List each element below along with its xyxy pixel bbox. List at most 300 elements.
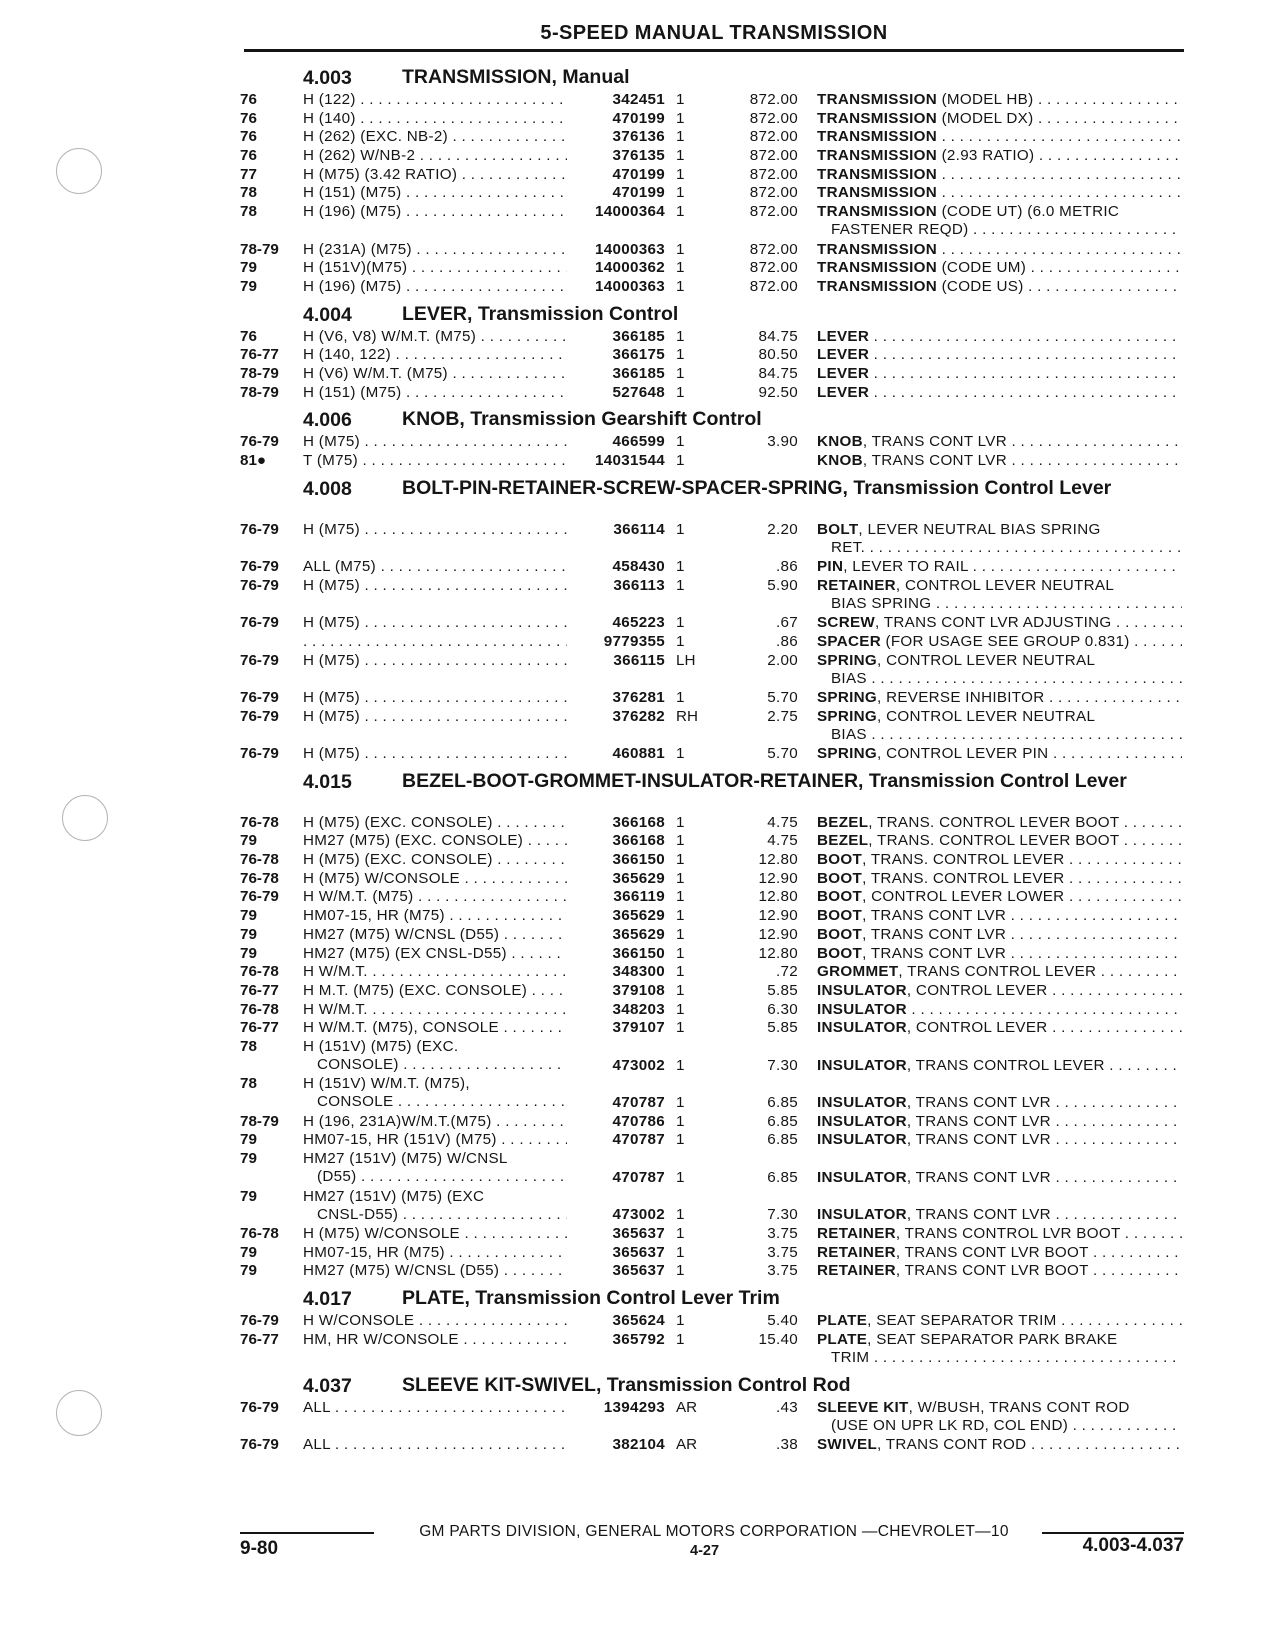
description-keyword: INSULATOR: [817, 1168, 907, 1186]
description-line: [817, 1399, 1182, 1417]
description-line: [817, 1436, 1182, 1454]
part-number: 376281: [612, 688, 665, 706]
quantity: 1: [676, 1056, 685, 1074]
list-price: 6.85: [767, 1094, 798, 1112]
page-title: 5-SPEED MANUAL TRANSMISSION: [540, 22, 888, 44]
table-row: [0, 1001, 1280, 1020]
part-number: 376282: [612, 707, 665, 725]
quantity: 1: [676, 346, 685, 364]
application: [303, 870, 567, 888]
description-line: [817, 1225, 1182, 1243]
description: [817, 1113, 1182, 1131]
model-year: 76-79: [240, 651, 279, 669]
part-number: 366175: [612, 346, 665, 364]
table-row: [0, 982, 1280, 1001]
description: [817, 814, 1182, 832]
table-row: [0, 689, 1280, 708]
description: [817, 1331, 1182, 1367]
description-text: , TRANS CONT LVR: [906, 1206, 1051, 1224]
table-row: [0, 1225, 1280, 1244]
list-price: 872.00: [749, 128, 798, 146]
model-year: 77: [240, 165, 257, 183]
description-keyword: INSULATOR: [817, 1019, 907, 1037]
application: [303, 147, 567, 165]
application: [303, 384, 567, 402]
quantity: 1: [676, 907, 685, 925]
description-line: [817, 945, 1182, 963]
application-line: H (151V)(M75) . . .: [303, 259, 567, 277]
description-line: [817, 982, 1182, 1000]
application: [303, 110, 567, 128]
table-row: [0, 1244, 1280, 1263]
description-line: [817, 1206, 1182, 1224]
application-line: H W/M.T. (M75), CONSOLE . . .: [303, 1019, 567, 1037]
model-year: 79: [240, 259, 257, 277]
quantity: RH: [676, 707, 698, 725]
application-line: ALL . . .: [303, 1399, 567, 1417]
quantity: 1: [676, 1262, 685, 1280]
section-number: 4.037: [303, 1375, 352, 1398]
section-name: SLEEVE KIT-SWIVEL, Transmission Control Rod: [402, 1374, 851, 1397]
model-year: 81●: [240, 452, 267, 470]
quantity: 1: [676, 1019, 685, 1037]
description-line: [817, 1331, 1182, 1349]
table-row: [0, 963, 1280, 982]
part-number: 366150: [612, 944, 665, 962]
quantity: AR: [676, 1399, 698, 1417]
application-line: H W/M.T. . . .: [303, 963, 567, 981]
application-line: H M.T. (M75) (EXC. CONSOLE) . . .: [303, 982, 567, 1000]
description-keyword: BOOT: [817, 944, 863, 962]
description: [817, 1262, 1182, 1280]
description-text: (MODEL HB): [937, 91, 1034, 108]
description-keyword: SLEEVE KIT: [817, 1399, 909, 1417]
description: [817, 147, 1182, 165]
application: [303, 577, 567, 595]
table-row: [0, 1075, 1280, 1112]
part-number: 366150: [612, 851, 665, 869]
description-line: [817, 708, 1182, 726]
quantity: 1: [676, 813, 685, 831]
description: [817, 452, 1182, 470]
application-line: HM07-15, HR (M75) . . .: [303, 907, 567, 925]
model-year: 78: [240, 1037, 257, 1055]
application: [303, 128, 567, 146]
description-keyword: BOOT: [817, 925, 863, 943]
description-keyword: KNOB: [817, 452, 863, 470]
quantity: 1: [676, 576, 685, 594]
application: [303, 814, 567, 832]
description: [817, 1019, 1182, 1037]
description-keyword: TRANSMISSION: [817, 128, 938, 146]
part-number: 365624: [612, 1311, 665, 1329]
description-keyword: LEVER: [817, 364, 870, 382]
part-number: 348300: [612, 963, 665, 981]
description-keyword: TRANSMISSION: [817, 165, 938, 183]
application: [303, 1188, 567, 1224]
part-number: 365629: [612, 907, 665, 925]
description-line: [817, 832, 1182, 850]
application: [303, 259, 567, 277]
quantity: 1: [676, 165, 685, 183]
description-keyword: TRANSMISSION: [817, 259, 938, 277]
description: [817, 870, 1182, 888]
description-text: , TRANS CONT LVR: [862, 907, 1007, 925]
description-text: , CONTROL LEVER: [906, 981, 1048, 999]
quantity: 1: [676, 109, 685, 127]
quantity: 1: [676, 259, 685, 277]
description-continuation: RET. . . .: [817, 539, 1182, 557]
quantity: 1: [676, 1243, 685, 1261]
model-year: 76-78: [240, 963, 279, 981]
description-text: (MODEL DX): [937, 109, 1034, 127]
description: [817, 128, 1182, 146]
model-year: 76-79: [240, 576, 279, 594]
description-text: , CONTROL LEVER PIN: [877, 745, 1049, 763]
description-keyword: BEZEL: [817, 813, 869, 831]
application-line: H (M75) (EXC. CONSOLE) . . .: [303, 851, 567, 869]
description-keyword: RETAINER: [817, 1243, 896, 1261]
quantity: 1: [676, 520, 685, 538]
description: [817, 558, 1182, 576]
section-name: TRANSMISSION, Manual: [402, 66, 630, 88]
application: [303, 1019, 567, 1037]
binder-hole: [62, 795, 108, 841]
description-line: [817, 521, 1182, 539]
description-text: , TRANS CONT LVR: [906, 1094, 1051, 1112]
table-row: [0, 278, 1280, 297]
binder-hole: [56, 1390, 102, 1436]
application-line: H W/CONSOLE . . .: [303, 1312, 567, 1330]
model-year: 79: [240, 277, 257, 295]
part-number: 366114: [613, 520, 665, 538]
table-row: [0, 166, 1280, 185]
description-keyword: GROMMET: [817, 963, 899, 981]
table-row: [0, 384, 1280, 403]
description-keyword: SPRING: [817, 651, 878, 669]
description-line: [817, 1113, 1182, 1131]
application: [303, 1038, 567, 1074]
application-line: H (151) (M75) . . .: [303, 184, 567, 202]
description-text: , CONTROL LEVER: [906, 1019, 1048, 1037]
list-price: .86: [775, 632, 798, 650]
quantity: 1: [676, 869, 685, 887]
model-year: 76-77: [240, 1330, 279, 1348]
description: [817, 945, 1182, 963]
table-row: [0, 328, 1280, 347]
description-line: [817, 614, 1182, 632]
model-year: 76-78: [240, 1224, 279, 1242]
model-year: 76-79: [240, 558, 279, 576]
part-number: 366168: [612, 813, 665, 831]
description-keyword: SPACER: [817, 632, 881, 650]
binder-hole: [56, 148, 102, 194]
model-year: 78-79: [240, 240, 279, 258]
list-price: 4.75: [767, 832, 798, 850]
description-keyword: TRANSMISSION: [817, 147, 938, 165]
list-price: 3.75: [767, 1243, 798, 1261]
part-number: 14000362: [595, 259, 665, 277]
quantity: 1: [676, 277, 685, 295]
description-keyword: RETAINER: [817, 576, 896, 594]
description-text: , TRANS. CONTROL LEVER BOOT: [868, 832, 1120, 850]
quantity: 1: [676, 888, 685, 906]
description-line: [817, 452, 1182, 470]
application-line: CONSOLE) . . .: [303, 1056, 567, 1074]
application-line: H (M75) . . .: [303, 745, 567, 763]
table-row: [0, 1113, 1280, 1132]
description-text: , CONTROL LEVER NEUTRAL: [877, 707, 1096, 725]
model-year: 76: [240, 128, 257, 146]
table-row: [0, 433, 1280, 452]
section-name: LEVER, Transmission Control: [402, 302, 679, 325]
quantity: 1: [676, 91, 685, 108]
part-number: 470199: [612, 184, 665, 202]
model-year: 76-79: [240, 707, 279, 725]
application-line: HM27 (M75) W/CNSL (D55) . . .: [303, 1262, 567, 1280]
description-line: [817, 203, 1182, 221]
model-year: 79: [240, 907, 257, 925]
application-line: HM27 (M75) (EX CNSL-D55) . . .: [303, 945, 567, 963]
part-number: 365792: [612, 1330, 665, 1348]
table-row: [0, 128, 1280, 147]
application-line: HM27 (M75) W/CNSL (D55) . . .: [303, 926, 567, 944]
table-row: [0, 346, 1280, 365]
application: [303, 1244, 567, 1262]
part-number: 365637: [612, 1262, 665, 1280]
application-line: ALL . . .: [303, 1436, 567, 1454]
table-row: [0, 147, 1280, 166]
description-text: , SEAT SEPARATOR TRIM: [867, 1311, 1057, 1329]
list-price: 12.80: [758, 944, 798, 962]
table-row: [0, 1019, 1280, 1038]
model-year: 76-78: [240, 813, 279, 831]
description-text: , TRANS CONT ROD: [877, 1436, 1027, 1454]
description: [817, 1001, 1182, 1019]
model-year: 79: [240, 1243, 257, 1261]
quantity: 1: [676, 433, 685, 451]
footer-publisher-line: GM PARTS DIVISION, GENERAL MOTORS CORPORATION —CHEVROLET—10: [419, 1523, 1009, 1540]
application: [303, 1436, 567, 1454]
model-year: 76-78: [240, 1000, 279, 1018]
description-keyword: SPRING: [817, 745, 878, 763]
application-line: HM27 (151V) (M75) (EXC: [303, 1187, 485, 1205]
application-line: H (151V) (M75) (EXC.: [303, 1037, 459, 1055]
quantity: 1: [676, 614, 685, 632]
table-row: [0, 558, 1280, 577]
quantity: 1: [676, 1311, 685, 1329]
description: [817, 365, 1182, 383]
application: [303, 1225, 567, 1243]
description-line: [817, 963, 1182, 981]
section-number: 4.003: [303, 67, 352, 89]
model-year: 79: [240, 1150, 257, 1168]
footer-date-code: 9-80: [240, 1538, 279, 1559]
list-price: 5.70: [767, 745, 798, 763]
description-text: , TRANS CONT LVR: [862, 925, 1007, 943]
description-line: [817, 384, 1182, 402]
list-price: 872.00: [749, 277, 798, 295]
description-keyword: BEZEL: [817, 832, 869, 850]
quantity: 1: [676, 184, 685, 202]
description: [817, 1436, 1182, 1454]
application-line: H (231A) (M75) . . .: [303, 241, 567, 259]
description-text: , REVERSE INHIBITOR: [877, 688, 1045, 706]
application-line: HM, HR W/CONSOLE . . .: [303, 1331, 567, 1349]
description-continuation: (USE ON UPR LK RD, COL END) . . .: [817, 1417, 1182, 1435]
description: [817, 982, 1182, 1000]
model-year: 78: [240, 1075, 257, 1093]
list-price: 2.20: [767, 520, 798, 538]
description-line: [817, 1169, 1182, 1187]
description-keyword: LEVER: [817, 383, 870, 401]
quantity: 1: [676, 1168, 685, 1186]
description-keyword: INSULATOR: [817, 981, 907, 999]
description: [817, 614, 1182, 632]
description-keyword: SWIVEL: [817, 1436, 878, 1454]
description-continuation: FASTENER REQD) . . .: [817, 221, 1182, 239]
description-line: [817, 259, 1182, 277]
application: [303, 241, 567, 259]
application-line: H (151V) W/M.T. (M75),: [303, 1075, 470, 1093]
application: [303, 1312, 567, 1330]
quantity: 1: [676, 128, 685, 146]
list-price: 12.90: [758, 925, 798, 943]
model-year: 76-79: [240, 745, 279, 763]
description-text: , CONTROL LEVER NEUTRAL: [895, 576, 1115, 594]
model-year: 76: [240, 147, 257, 165]
section-heading: [0, 1287, 1280, 1312]
description-line: [817, 558, 1182, 576]
table-row: [0, 203, 1280, 240]
model-year: 76: [240, 327, 257, 345]
footer-page-number: 4-27: [690, 1543, 720, 1559]
footer-rule-right: [1042, 1532, 1184, 1534]
description-text: , TRANS CONT LVR: [862, 944, 1007, 962]
list-price: 872.00: [749, 240, 798, 258]
section-number: 4.017: [303, 1287, 352, 1310]
model-year: 76-78: [240, 869, 279, 887]
list-price: 3.90: [767, 433, 798, 451]
application: [303, 926, 567, 944]
application-line: H (M75) (3.42 RATIO) . . .: [303, 166, 567, 184]
quantity: 1: [676, 147, 685, 165]
table-row: [0, 652, 1280, 689]
table-row: [0, 945, 1280, 964]
description-text: , CONTROL LEVER NEUTRAL: [877, 651, 1096, 669]
description: [817, 203, 1182, 239]
application-line: H (V6) W/M.T. (M75) . . .: [303, 365, 567, 383]
application-line: H (M75) . . .: [303, 652, 567, 670]
application-line: H (196, 231A)W/M.T.(M75) . . .: [303, 1113, 567, 1131]
table-row: [0, 1262, 1280, 1281]
application-line: HM27 (151V) (M75) W/CNSL: [303, 1150, 508, 1168]
quantity: 1: [676, 981, 685, 999]
model-year: 78: [240, 184, 257, 202]
table-row: [0, 888, 1280, 907]
description-text: , CONTROL LEVER LOWER: [862, 888, 1065, 906]
description-text: , TRANS CONT LVR BOOT: [895, 1262, 1089, 1280]
quantity: 1: [676, 925, 685, 943]
description-line: [817, 814, 1182, 832]
table-row: [0, 259, 1280, 278]
description-text: (CODE UT) (6.0 METRIC: [937, 203, 1120, 221]
application: [303, 1150, 567, 1186]
section-name: KNOB, Transmission Gearshift Control: [402, 408, 762, 431]
description: [817, 259, 1182, 277]
quantity: 1: [676, 944, 685, 962]
part-number: 366119: [613, 888, 665, 906]
model-year: 79: [240, 832, 257, 850]
description-keyword: SPRING: [817, 707, 878, 725]
description-line: [817, 1094, 1182, 1112]
application: [303, 1262, 567, 1280]
application: [303, 1075, 567, 1111]
model-year: 79: [240, 1131, 257, 1149]
list-price: 5.85: [767, 1019, 798, 1037]
model-year: 76-77: [240, 346, 279, 364]
application-line: H (M75) (EXC. CONSOLE) . . .: [303, 814, 567, 832]
part-number: 470787: [612, 1094, 665, 1112]
description-line: [817, 328, 1182, 346]
application-line: CONSOLE . . .: [303, 1093, 567, 1111]
description-keyword: TRANSMISSION: [817, 91, 938, 108]
list-price: .72: [775, 963, 798, 981]
description: [817, 521, 1182, 557]
list-price: 6.85: [767, 1131, 798, 1149]
description-line: [817, 926, 1182, 944]
table-row: [0, 1038, 1280, 1075]
table-row: [0, 926, 1280, 945]
model-year: 78-79: [240, 1112, 279, 1130]
description-keyword: BOLT: [817, 520, 859, 538]
table-row: [0, 365, 1280, 384]
description-line: [817, 1001, 1182, 1019]
part-number: 458430: [612, 558, 665, 576]
list-price: 872.00: [749, 203, 798, 221]
application: [303, 278, 567, 296]
model-year: 78-79: [240, 364, 279, 382]
list-price: 80.50: [758, 346, 798, 364]
list-price: .43: [775, 1399, 798, 1417]
part-number: 342451: [612, 91, 665, 108]
application-line: H (V6, V8) W/M.T. (M75) . . .: [303, 328, 567, 346]
description-text: , TRANS CONTROL LVR BOOT: [895, 1224, 1121, 1242]
application-line: H (262) (EXC. NB-2) . . .: [303, 128, 567, 146]
part-number: 376136: [612, 128, 665, 146]
description-text: , TRANS. CONTROL LEVER: [862, 851, 1065, 869]
description-keyword: BOOT: [817, 869, 863, 887]
table-row: [0, 851, 1280, 870]
description-line: [817, 1244, 1182, 1262]
quantity: 1: [676, 632, 685, 650]
application-line: H (M75) . . .: [303, 577, 567, 595]
description-line: [817, 184, 1182, 202]
description-text: , TRANS CONT LVR: [862, 433, 1007, 451]
application: [303, 945, 567, 963]
application: [303, 982, 567, 1000]
application-line: CNSL-D55) . . .: [303, 1206, 567, 1224]
description: [817, 1244, 1182, 1262]
table-row: [0, 870, 1280, 889]
description-text: , TRANS CONT LVR: [862, 452, 1007, 470]
application-line: H (M75) . . .: [303, 521, 567, 539]
quantity: 1: [676, 327, 685, 345]
application: [303, 346, 567, 364]
table-row: [0, 577, 1280, 614]
application: [303, 614, 567, 632]
description-line: [817, 166, 1182, 184]
